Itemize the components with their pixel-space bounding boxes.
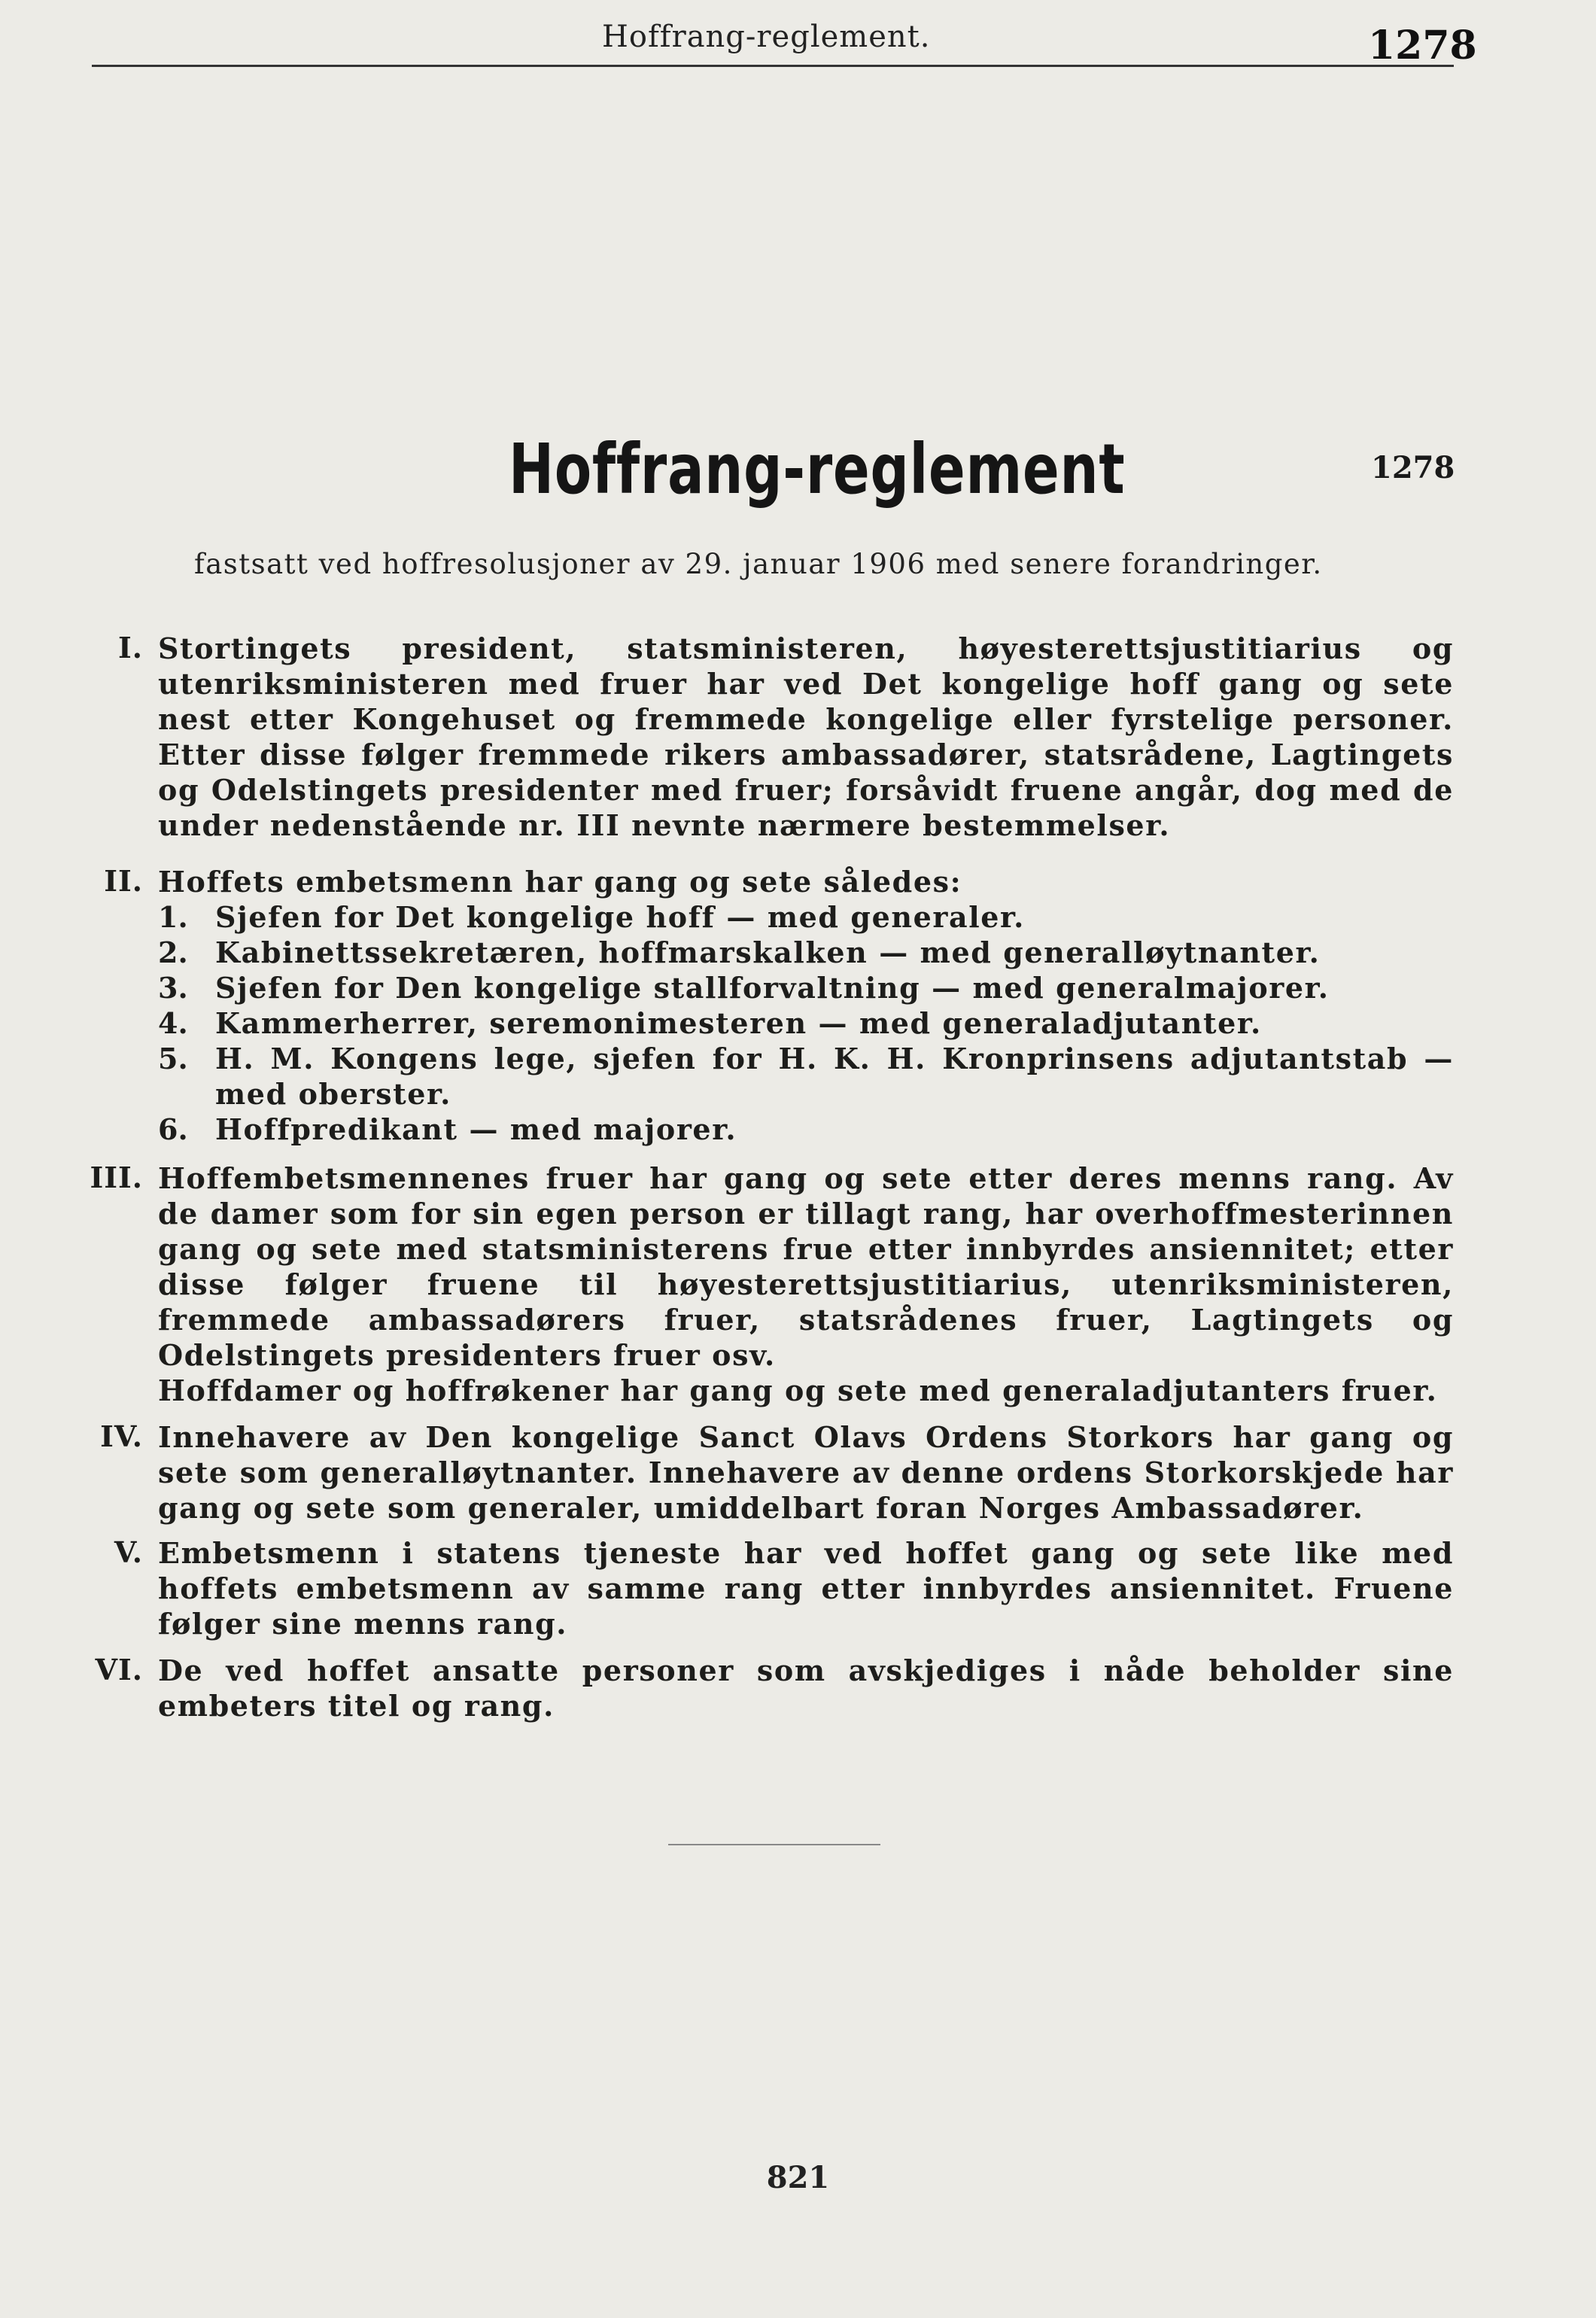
section-text [158,1161,1454,1408]
section-text: Stortingets president, statsministeren, høyesterettsjustitiarius og utenriksministeren med fruer har ved Det kongelige hoff gang og sete nest etter Kongehuset og fremmede kongelige eller fyrstelige personer. Etter disse følger fremmede rikers ambassadører, statsrådene, Lagtingets og Odelstingets presidenter med fruer; forsåvidt fruene angår, dog med de under nedenstående nr. III nevnte nærmere bestemmelser. [158,631,1454,842]
running-header [0,14,1596,66]
item-number: 6. [158,1112,188,1146]
item-text: Sjefen for Den kongelige stallforvaltning — med generalmajorer. [215,971,1330,1005]
item-number: 3. [158,971,188,1005]
item-text: Kabinettssekretæren, hoffmarskalken — med generalløytnanter. [215,935,1321,969]
header-rule [92,65,1454,67]
end-rule [668,1844,880,1845]
list-item [158,1041,1454,1112]
item-number: 1. [158,900,188,934]
item-text: Kammerherrer, seremonimesteren — med generaladjutanter. [215,1006,1262,1040]
item-number: 4. [158,1006,188,1040]
section-text: De ved hoffet ansatte personer som avskjediges i nåde beholder sine embeters titel og rang. [158,1653,1454,1723]
running-title: Hoffrang-reglement. [602,20,931,54]
section-paragraph: Hoffembetsmennenes fruer har gang og sete etter deres menns rang. Av de damer som for sin egen person er tillagt rang, har overhoffmesterinnen gang og sete med statsministerens frue etter innbyrdes ansiennitet; etter disse følger fruene til høyesterettsjustitiarius, utenriksministeren, fremmede ambassadørers fruer, statsrådenes fruer, Lagtingets og Odelstingets presidenters fruer osv. [158,1161,1454,1372]
item-text: Sjefen for Det kongelige hoff — med generaler. [215,900,1025,934]
section-number: IV. [100,1419,143,1453]
section-number: I. [117,631,143,665]
document-subtitle: fastsatt ved hoffresolusjoner av 29. januar 1906 med senere forandringer. [194,548,1323,580]
list-item [158,970,1454,1005]
item-number: 5. [158,1042,188,1075]
item-text: Hoffpredikant — med majorer. [215,1112,737,1146]
section-number: III. [90,1161,143,1194]
footer-page-number: 821 [766,2160,830,2195]
section-text: Embetsmenn i statens tjeneste har ved hoffet gang og sete like med hoffets embetsmenn av samme rang etter innbyrdes ansiennitet. Fruene følger sine menns rang. [158,1536,1454,1641]
section-number: V. [114,1535,143,1569]
rank-list [158,899,1454,1147]
document-title: Hoffrang-reglement [509,429,1126,510]
list-item [158,935,1454,970]
section-number: II. [104,864,143,898]
list-item [158,1005,1454,1041]
title-number: 1278 [1371,450,1455,485]
running-page-number: 1278 [1368,23,1477,68]
section-intro: Hoffets embetsmenn har gang og sete således: [158,865,962,899]
section-paragraph: Hoffdamer og hoffrøkener har gang og sete med generaladjutanters fruer. [158,1373,1438,1407]
item-text: H. M. Kongens lege, sjefen for H. K. H. Kronprinsens adjutantstab — med oberster. [215,1042,1454,1111]
section-text: Innehavere av Den kongelige Sanct Olavs Ordens Storkors har gang og sete som generalløytnanter. Innehavere av denne ordens Storkorskjede har gang og sete som generaler, umiddelbart foran Norges Ambassadører. [158,1420,1454,1525]
list-item [158,1112,1454,1147]
item-number: 2. [158,935,188,969]
list-item [158,899,1454,935]
section-number: VI. [95,1653,143,1687]
